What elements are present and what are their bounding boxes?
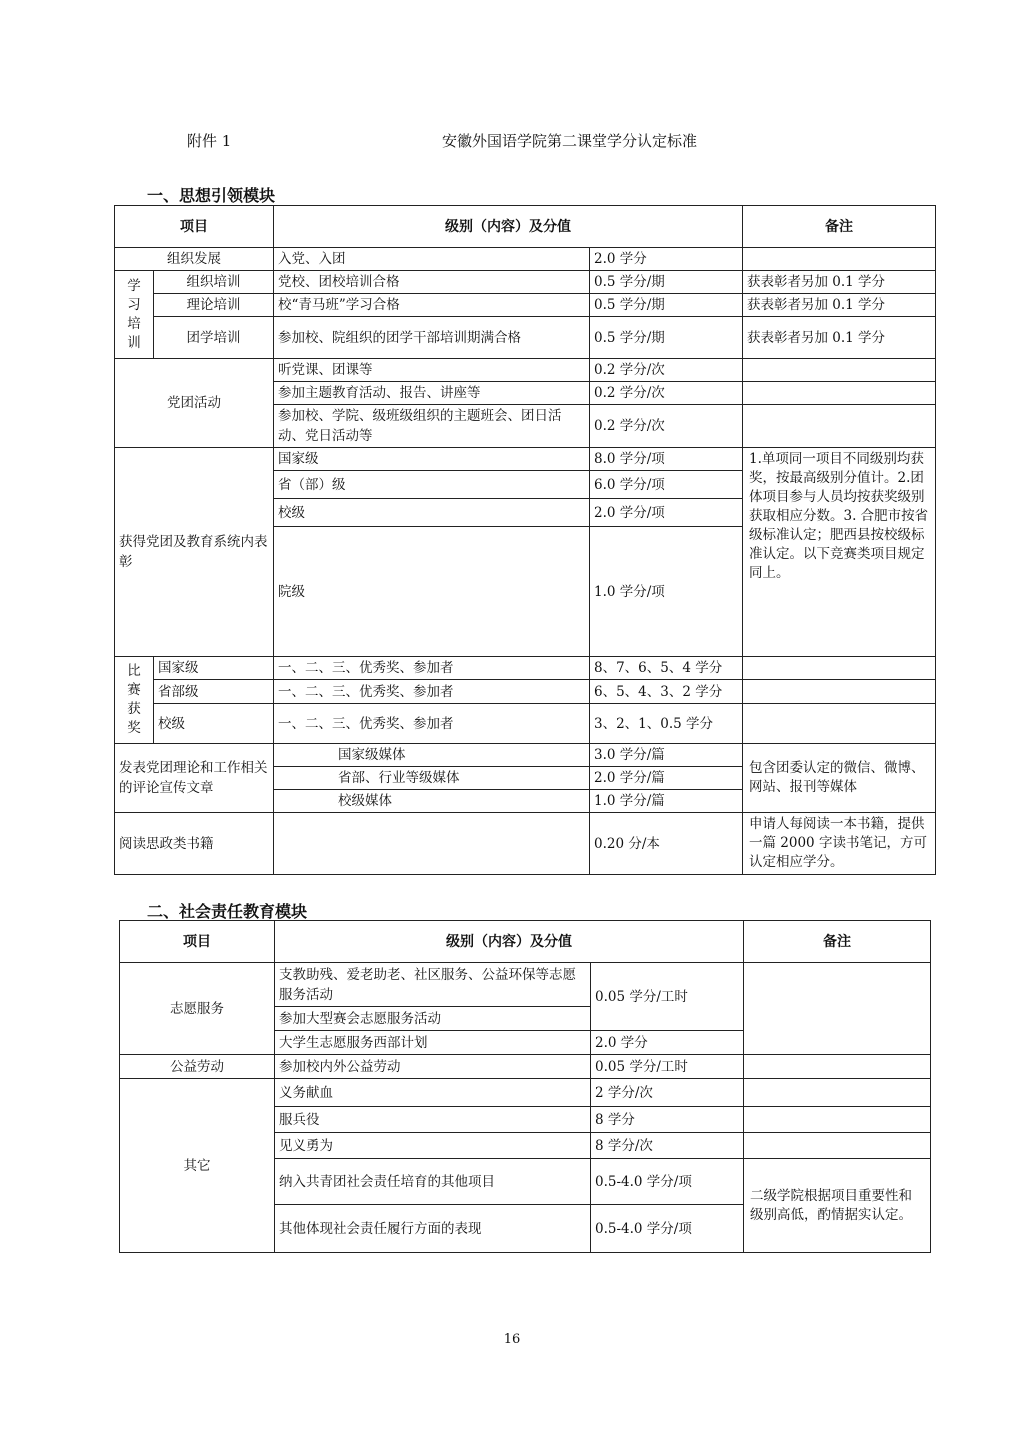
note-cell xyxy=(743,704,936,744)
score-cell: 2.0 学分/项 xyxy=(590,499,743,527)
score-cell: 3、2、1、0.5 学分 xyxy=(590,704,743,744)
content-cell: 参加校、学院、级班级组织的主题班会、团日活动、党日活动等 xyxy=(274,405,590,448)
table-row xyxy=(115,448,936,471)
col-header-level: 级别（内容）及分值 xyxy=(275,921,744,963)
note-cell: 1.单项同一项目不同级别均获奖，按最高级别分值计。2.团体项目参与人员均按获奖级别获取相应分数。3. 合肥市按省级标准认定；肥西县按校级标准认定。以下竞赛类项目规定同上。 xyxy=(743,448,936,657)
table-row xyxy=(120,1055,931,1079)
content-cell: 校“青马班”学习合格 xyxy=(274,294,590,317)
table-row xyxy=(115,680,936,704)
score-cell: 0.5-4.0 学分/项 xyxy=(591,1205,744,1253)
document-title: 安徽外国语学院第二课堂学分认定标准 xyxy=(442,132,698,150)
content-cell: 听党课、团课等 xyxy=(274,359,590,382)
item-cell: 阅读思政类书籍 xyxy=(115,813,274,875)
table-row xyxy=(115,704,936,744)
content-cell: 参加校内外公益劳动 xyxy=(275,1055,591,1079)
group-label-study-training: 学 习 培 训 xyxy=(115,271,154,359)
item-cell: 公益劳动 xyxy=(120,1055,275,1079)
score-cell: 2.0 学分/篇 xyxy=(590,767,743,790)
note-cell xyxy=(744,963,931,1055)
score-cell: 0.05 学分/工时 xyxy=(591,1055,744,1079)
score-cell: 8 学分/次 xyxy=(591,1133,744,1159)
content-cell xyxy=(274,813,590,875)
content-cell: 纳入共青团社会责任培育的其他项目 xyxy=(275,1159,591,1205)
score-cell: 1.0 学分/篇 xyxy=(590,790,743,813)
note-cell xyxy=(744,1107,931,1133)
note-cell: 二级学院根据项目重要性和级别高低，酌情据实认定。 xyxy=(744,1159,931,1253)
item-cell: 校级 xyxy=(154,704,274,744)
item-cell: 省部级 xyxy=(154,680,274,704)
content-cell: 参加大型赛会志愿服务活动 xyxy=(275,1007,591,1031)
table-row xyxy=(115,813,936,875)
content-cell: 国家级媒体 xyxy=(274,744,590,767)
note-cell xyxy=(743,248,936,271)
col-header-note: 备注 xyxy=(744,921,931,963)
content-cell: 省（部）级 xyxy=(274,471,590,499)
section-heading-ideology: 一、思想引领模块 xyxy=(147,186,276,205)
col-header-item: 项目 xyxy=(115,206,274,248)
item-cell: 党团活动 xyxy=(115,359,274,448)
note-cell: 申请人每阅读一本书籍，提供一篇 2000 字读书笔记，方可认定相应学分。 xyxy=(743,813,936,875)
table-row xyxy=(115,359,936,382)
table-row xyxy=(115,294,936,317)
item-cell: 发表党团理论和工作相关的评论宣传文章 xyxy=(115,744,274,813)
content-cell: 参加主题教育活动、报告、讲座等 xyxy=(274,382,590,405)
group-label-competition: 比 赛 获 奖 xyxy=(115,657,154,744)
col-header-level: 级别（内容）及分值 xyxy=(274,206,743,248)
content-cell: 一、二、三、优秀奖、参加者 xyxy=(274,704,590,744)
note-cell xyxy=(744,1079,931,1107)
note-cell xyxy=(743,382,936,405)
content-cell: 党校、团校培训合格 xyxy=(274,271,590,294)
content-cell: 大学生志愿服务西部计划 xyxy=(275,1031,591,1055)
score-cell: 0.2 学分/次 xyxy=(590,405,743,448)
note-cell: 获表彰者另加 0.1 学分 xyxy=(743,317,936,359)
score-cell: 6.0 学分/项 xyxy=(590,471,743,499)
item-cell: 获得党团及教育系统内表彰 xyxy=(115,448,274,657)
note-cell xyxy=(743,680,936,704)
page-number: 16 xyxy=(503,1332,521,1347)
note-cell xyxy=(743,657,936,680)
item-cell: 国家级 xyxy=(154,657,274,680)
score-cell: 8 学分 xyxy=(591,1107,744,1133)
note-cell xyxy=(744,1055,931,1079)
content-cell: 入党、入团 xyxy=(274,248,590,271)
note-cell xyxy=(744,1133,931,1159)
score-cell: 2 学分/次 xyxy=(591,1079,744,1107)
score-cell: 2.0 学分 xyxy=(590,248,743,271)
score-cell: 0.5-4.0 学分/项 xyxy=(591,1159,744,1205)
content-cell: 国家级 xyxy=(274,448,590,471)
score-cell: 2.0 学分 xyxy=(591,1031,744,1055)
score-cell: 0.05 学分/工时 xyxy=(591,963,744,1031)
note-cell xyxy=(743,359,936,382)
content-cell: 义务献血 xyxy=(275,1079,591,1107)
item-cell: 其它 xyxy=(120,1079,275,1253)
content-cell: 一、二、三、优秀奖、参加者 xyxy=(274,680,590,704)
table-row xyxy=(115,657,936,680)
item-cell: 组织培训 xyxy=(154,271,274,294)
content-cell: 校级 xyxy=(274,499,590,527)
content-cell: 见义勇为 xyxy=(275,1133,591,1159)
table-row xyxy=(120,963,931,1007)
score-cell: 3.0 学分/篇 xyxy=(590,744,743,767)
score-cell: 8.0 学分/项 xyxy=(590,448,743,471)
table-row xyxy=(120,1079,931,1107)
col-header-item: 项目 xyxy=(120,921,275,963)
content-cell: 支教助残、爱老助老、社区服务、公益环保等志愿服务活动 xyxy=(275,963,591,1007)
section-heading-social-responsibility: 二、社会责任教育模块 xyxy=(147,902,308,921)
item-cell: 组织发展 xyxy=(115,248,274,271)
score-cell: 0.5 学分/期 xyxy=(590,294,743,317)
note-cell xyxy=(743,405,936,448)
item-cell: 团学培训 xyxy=(154,317,274,359)
item-cell: 志愿服务 xyxy=(120,963,275,1055)
table-row xyxy=(115,744,936,767)
note-cell: 包含团委认定的微信、微博、网站、报刊等媒体 xyxy=(743,744,936,813)
ideology-credit-table xyxy=(114,205,936,875)
table-row xyxy=(115,271,936,294)
score-cell: 0.5 学分/期 xyxy=(590,271,743,294)
table-row xyxy=(115,248,936,271)
note-cell: 获表彰者另加 0.1 学分 xyxy=(743,294,936,317)
score-cell: 0.2 学分/次 xyxy=(590,359,743,382)
social-responsibility-credit-table xyxy=(119,920,931,1253)
content-cell: 省部、行业等级媒体 xyxy=(274,767,590,790)
content-cell: 一、二、三、优秀奖、参加者 xyxy=(274,657,590,680)
attachment-label: 附件 1 xyxy=(187,132,232,150)
score-cell: 8、7、6、5、4 学分 xyxy=(590,657,743,680)
score-cell: 6、5、4、3、2 学分 xyxy=(590,680,743,704)
content-cell: 参加校、院组织的团学干部培训期满合格 xyxy=(274,317,590,359)
content-cell: 服兵役 xyxy=(275,1107,591,1133)
score-cell: 0.5 学分/期 xyxy=(590,317,743,359)
item-cell: 理论培训 xyxy=(154,294,274,317)
table-row xyxy=(115,317,936,359)
note-cell: 获表彰者另加 0.1 学分 xyxy=(743,271,936,294)
content-cell: 校级媒体 xyxy=(274,790,590,813)
content-cell: 其他体现社会责任履行方面的表现 xyxy=(275,1205,591,1253)
content-cell: 院级 xyxy=(274,527,590,657)
score-cell: 1.0 学分/项 xyxy=(590,527,743,657)
score-cell: 0.20 分/本 xyxy=(590,813,743,875)
score-cell: 0.2 学分/次 xyxy=(590,382,743,405)
col-header-note: 备注 xyxy=(743,206,936,248)
